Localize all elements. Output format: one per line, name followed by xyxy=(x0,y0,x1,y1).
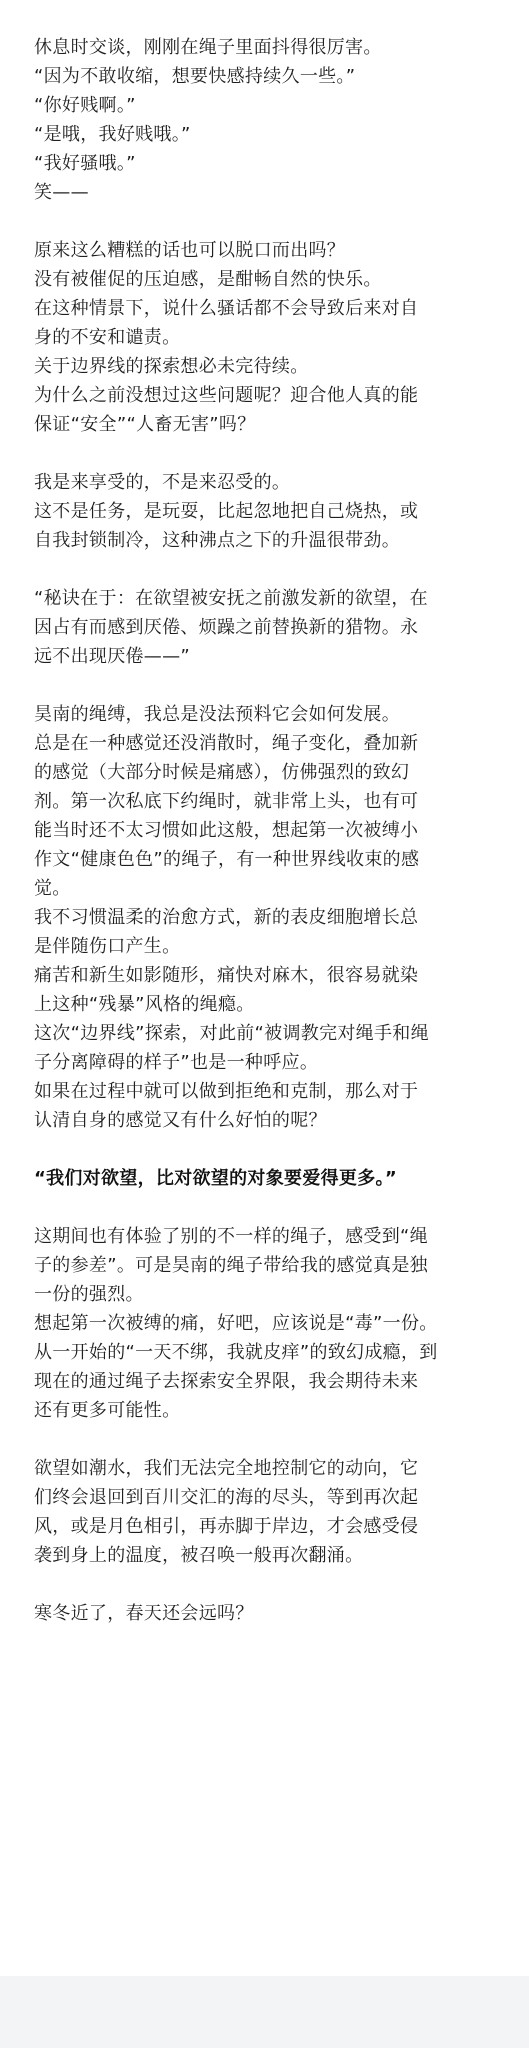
text-line: 如果在过程中就可以做到拒绝和克制，那么对于 xyxy=(34,1081,419,1102)
text-line: 身的不安和谴责。 xyxy=(34,327,181,348)
text-line: 想起第一次被缚的痛，好吧，应该说是“毒”一份。 xyxy=(34,1313,438,1334)
text-line: 袭到身上的温度，被召唤一般再次翻涌。 xyxy=(34,1545,364,1566)
paragraph-gap xyxy=(34,555,504,584)
text-line: “我们对欲望，比对欲望的对象要爱得更多。” xyxy=(34,1168,397,1189)
article-body xyxy=(34,33,504,1628)
text-line: 子分离障碍的样子”也是一种呼应。 xyxy=(34,1052,319,1073)
footer-band xyxy=(0,1976,529,2048)
paragraph-4 xyxy=(34,584,504,671)
text-line: 关于边界线的探索想必未完待续。 xyxy=(34,356,309,377)
text-line: 一份的强烈。 xyxy=(34,1284,144,1305)
text-line: 剂。第一次私底下约绳时，就非常上头，也有可 xyxy=(34,791,419,812)
paragraph-gap xyxy=(34,1135,504,1164)
text-line: 作文“健康色色”的绳子，有一种世界线收束的感 xyxy=(34,849,420,870)
text-line: 欲望如潮水，我们无法完全地控制它的动向，它 xyxy=(34,1458,419,1479)
text-line: 风，或是月色相引，再赤脚于岸边，才会感受侵 xyxy=(34,1516,419,1537)
paragraph-gap xyxy=(34,439,504,468)
bold-quote xyxy=(34,1164,504,1193)
paragraph-gap xyxy=(34,1193,504,1222)
text-line: 上这种“残暴”风格的绳瘾。 xyxy=(34,994,255,1015)
text-line: 在这种情景下，说什么骚话都不会导致后来对自 xyxy=(34,298,419,319)
paragraph-gap xyxy=(34,1425,504,1454)
text-line: 休息时交谈，刚刚在绳子里面抖得很厉害。 xyxy=(34,37,382,58)
paragraph-7 xyxy=(34,1222,504,1425)
text-line: 痛苦和新生如影随形，痛快对麻木，很容易就染 xyxy=(34,965,419,986)
paragraph-1 xyxy=(34,33,504,207)
text-line: 这不是任务，是玩耍，比起忽地把自己烧热，或 xyxy=(34,501,419,522)
text-line: 笑—— xyxy=(34,182,89,203)
text-line: 总是在一种感觉还没消散时，绳子变化，叠加新 xyxy=(34,733,419,754)
text-line: 昊南的绳缚，我总是没法预料它会如何发展。 xyxy=(34,704,400,725)
paragraph-gap xyxy=(34,207,504,236)
text-line: 现在的通过绳子去探索安全界限，我会期待未来 xyxy=(34,1371,419,1392)
text-line: 因占有而感到厌倦、烦躁之前替换新的猎物。永 xyxy=(34,617,419,638)
text-line: 远不出现厌倦——” xyxy=(34,646,191,667)
text-line: 觉。 xyxy=(34,878,71,899)
text-line: 保证“安全”“人畜无害”吗？ xyxy=(34,414,256,435)
text-line: 我是来享受的，不是来忍受的。 xyxy=(34,472,291,493)
text-line: 认清自身的感觉又有什么好怕的呢？ xyxy=(34,1110,327,1131)
text-line: 还有更多可能性。 xyxy=(34,1400,181,1421)
text-line: “你好贱啊。” xyxy=(34,95,136,116)
text-line: 子的参差”。可是昊南的绳子带给我的感觉真是独 xyxy=(34,1255,428,1276)
text-line: 我不习惯温柔的治愈方式，新的表皮细胞增长总 xyxy=(34,907,419,928)
text-line: “是哦，我好贱哦。” xyxy=(34,124,191,145)
paragraph-3 xyxy=(34,468,504,555)
paragraph-8 xyxy=(34,1454,504,1570)
paragraph-gap xyxy=(34,1570,504,1599)
paragraph-gap xyxy=(34,671,504,700)
text-line: 这期间也有体验了别的不一样的绳子，感受到“绳 xyxy=(34,1226,428,1247)
paragraph-5 xyxy=(34,700,504,1135)
text-line: 是伴随伤口产生。 xyxy=(34,936,181,957)
text-line: 没有被催促的压迫感，是酣畅自然的快乐。 xyxy=(34,269,382,290)
text-line: “秘诀在于：在欲望被安抚之前激发新的欲望，在 xyxy=(34,588,428,609)
text-line: 从一开始的“一天不绑，我就皮痒”的致幻成瘾，到 xyxy=(34,1342,438,1363)
text-line: 这次“边界线”探索，对此前“被调教完对绳手和绳 xyxy=(34,1023,429,1044)
text-line: “因为不敢收缩，想要快感持续久一些。” xyxy=(34,66,356,87)
text-line: 为什么之前没想过这些问题呢？迎合他人真的能 xyxy=(34,385,419,406)
paragraph-9 xyxy=(34,1599,504,1628)
paragraph-2 xyxy=(34,236,504,439)
text-line: 原来这么糟糕的话也可以脱口而出吗？ xyxy=(34,240,346,261)
text-line: 自我封锁制冷，这种沸点之下的升温很带劲。 xyxy=(34,530,400,551)
text-line: 能当时还不太习惯如此这般，想起第一次被缚小 xyxy=(34,820,419,841)
text-line: 的感觉（大部分时候是痛感），仿佛强烈的致幻 xyxy=(34,762,410,783)
text-line: 们终会退回到百川交汇的海的尽头，等到再次起 xyxy=(34,1487,419,1508)
text-line: 寒冬近了，春天还会远吗？ xyxy=(34,1603,254,1624)
text-line: “我好骚哦。” xyxy=(34,153,136,174)
